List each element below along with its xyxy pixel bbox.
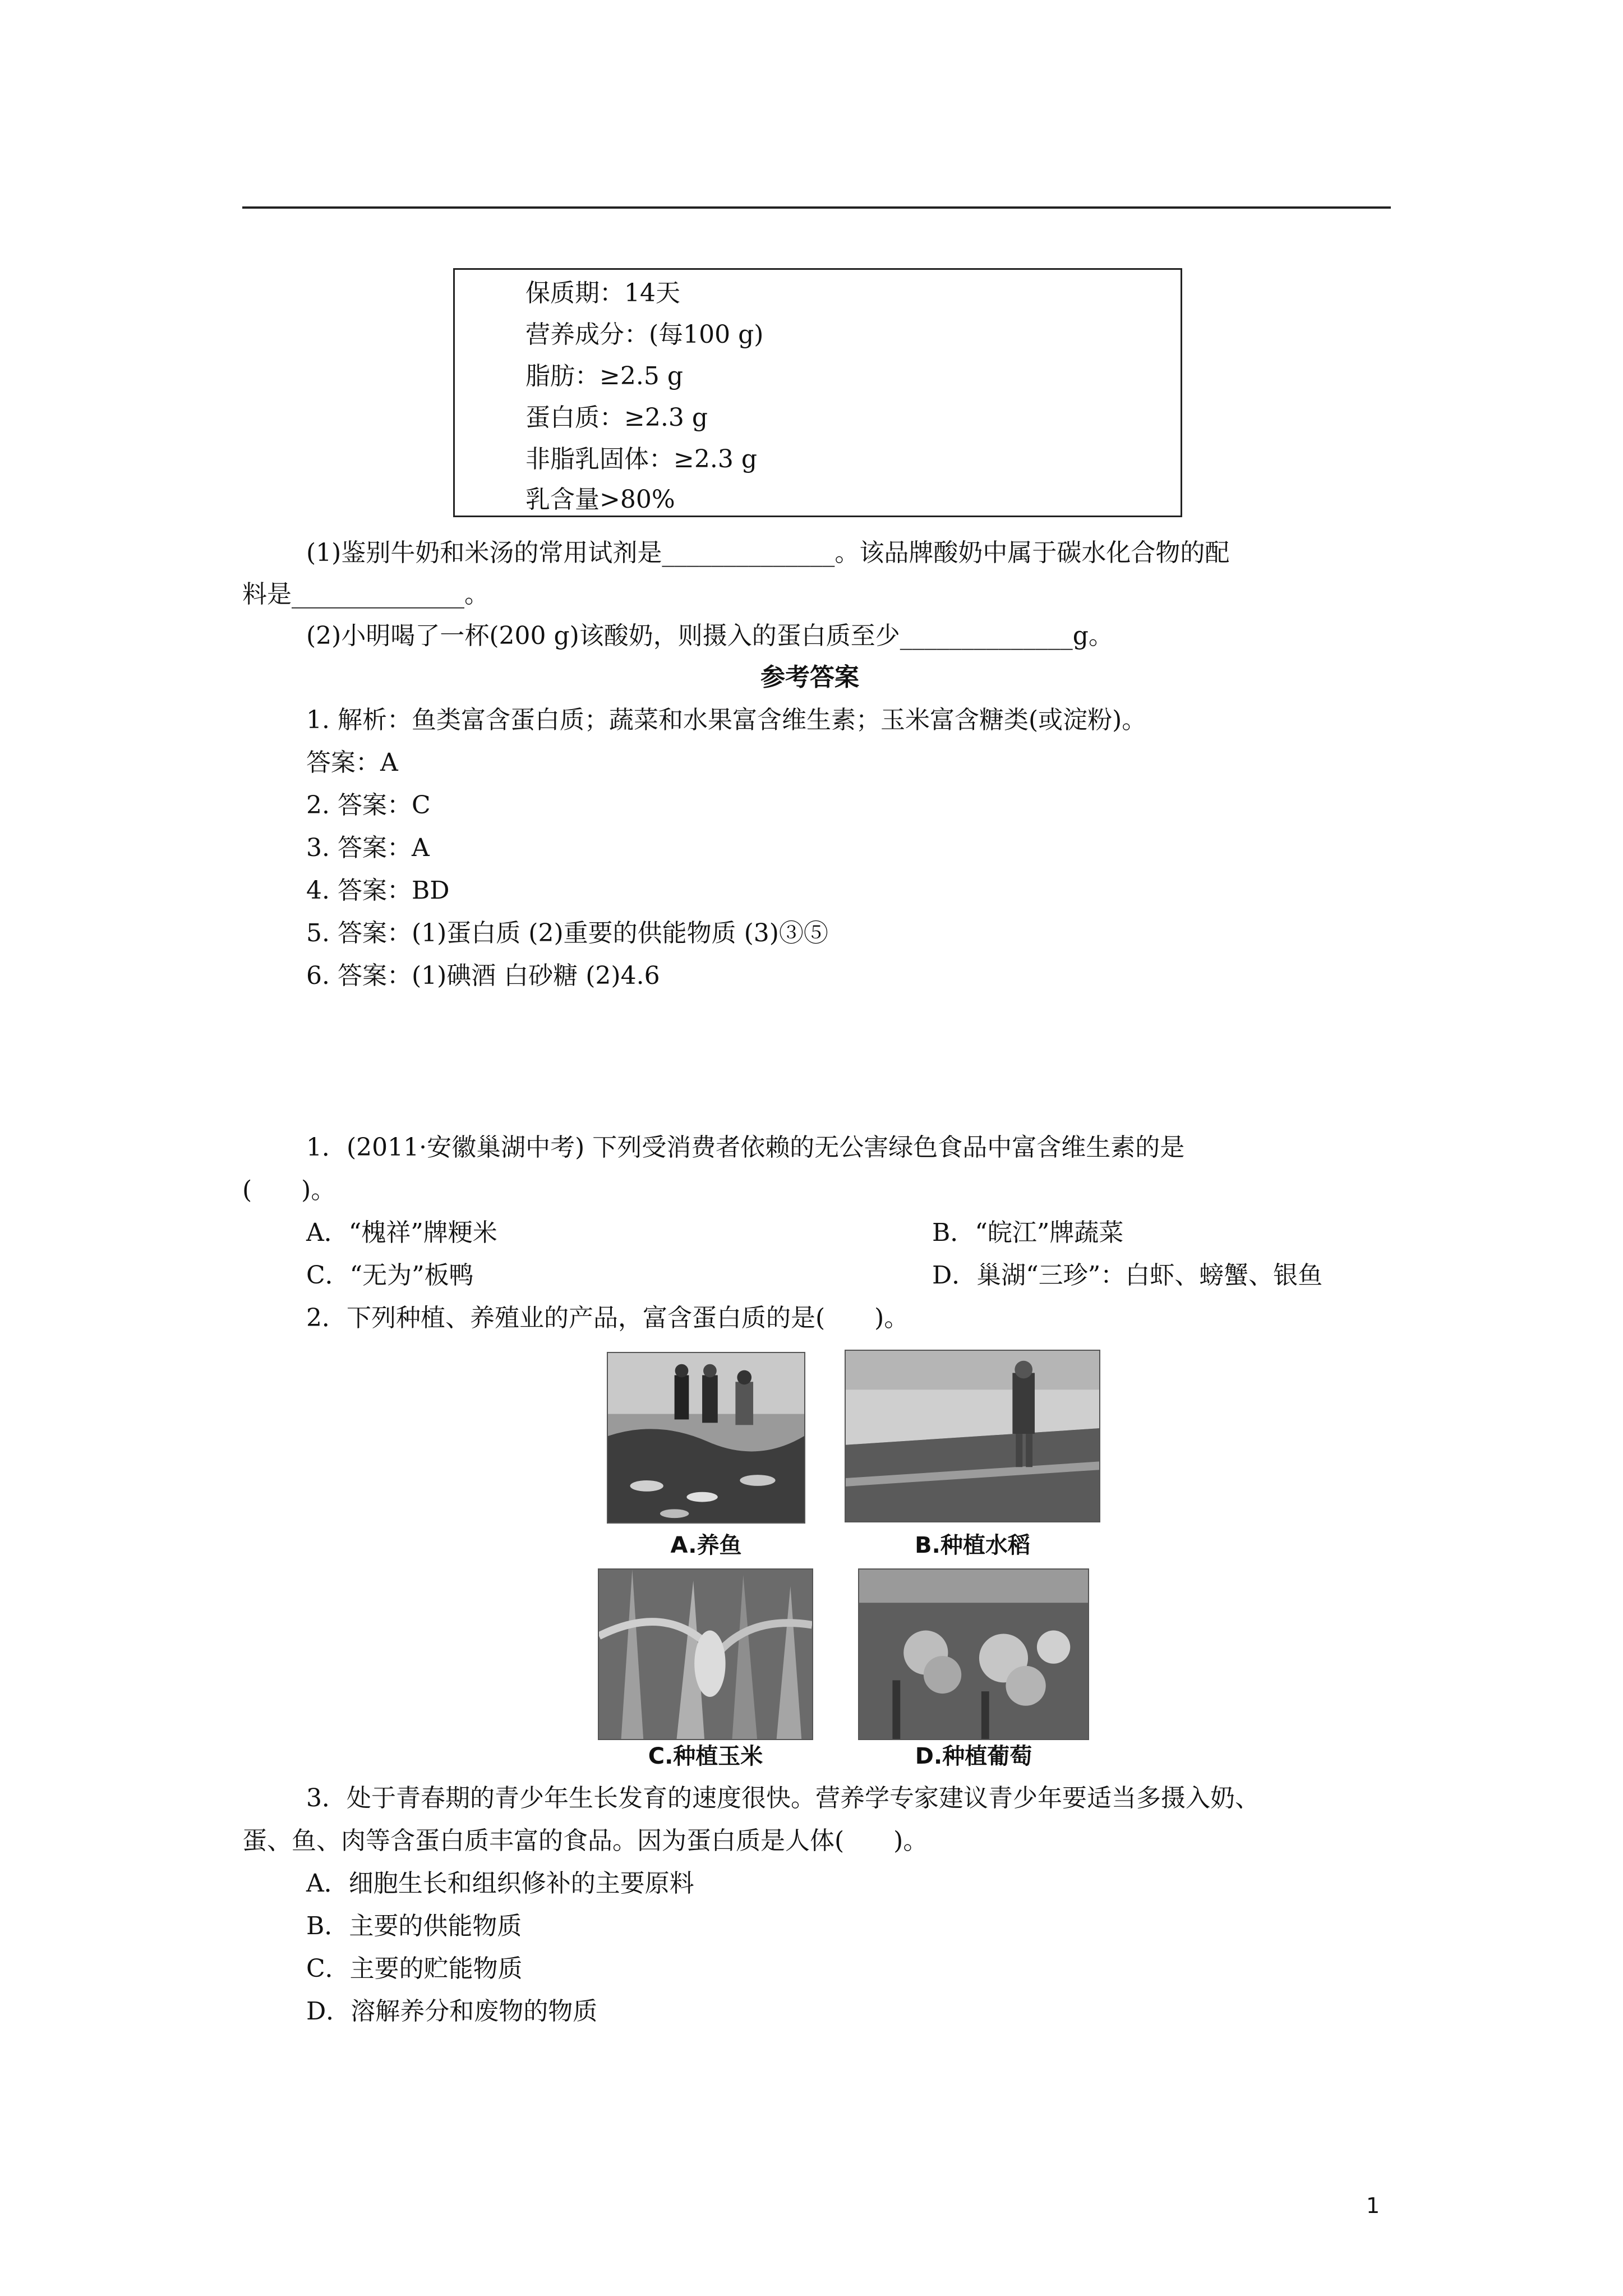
exercise-line: 1．(2011·安徽巢湖中考) 下列受消费者依赖的无公害绿色食品中富含维生素的是: [306, 1133, 1185, 1162]
option-a: A．细胞生长和组织修补的主要原料: [306, 1869, 694, 1898]
grapes-photo: [858, 1568, 1089, 1740]
option-d: D．溶解养分和废物的物质: [306, 1997, 598, 2026]
label-line: 乳含量>80%: [525, 485, 675, 514]
option-d: D．巢湖“三珍”：白虾、螃蟹、银鱼: [932, 1261, 1323, 1290]
rice-planting-photo: [845, 1350, 1100, 1522]
nutrition-label-box: [453, 268, 1182, 517]
fish-farming-photo: [607, 1352, 805, 1524]
answers-title: 参考答案: [760, 663, 859, 692]
exercise-line: 2．下列种植、养殖业的产品，富含蛋白质的是( )。: [306, 1304, 909, 1332]
option-c: C．主要的贮能物质: [306, 1954, 523, 1983]
exercise-line: 蛋、鱼、肉等含蛋白质丰富的食品。因为蛋白质是人体( )。: [242, 1826, 928, 1855]
exercise-line: ( )。: [242, 1176, 336, 1204]
label-line: 非脂乳固体：≥2.3 g: [525, 445, 757, 473]
corn-photo: [598, 1568, 813, 1740]
answer-line: 1. 解析：鱼类富含蛋白质；蔬菜和水果富含维生素；玉米富含糖类(或淀粉)。: [306, 706, 1147, 734]
page-number: 1: [1366, 2193, 1380, 2218]
question-line: (2)小明喝了一杯(200 g)该酸奶，则摄入的蛋白质至少______________g。: [306, 622, 1113, 650]
option-a: A．“槐祥”牌粳米: [306, 1218, 497, 1247]
caption-a: A.养鱼: [670, 1533, 742, 1558]
answer-line: 6. 答案：(1)碘酒 白砂糖 (2)4.6: [306, 961, 660, 990]
caption-c: C.种植玉米: [648, 1743, 763, 1769]
header-rule: [242, 206, 1391, 209]
option-c: C．“无为”板鸭: [306, 1261, 474, 1290]
answer-line: 4. 答案：BD: [306, 876, 450, 905]
caption-b: B.种植水稻: [915, 1533, 1030, 1558]
option-b: B．主要的供能物质: [306, 1912, 522, 1940]
answer-line: 5. 答案：(1)蛋白质 (2)重要的供能物质 (3)③⑤: [306, 919, 828, 947]
answer-line: 答案：A: [306, 748, 398, 777]
caption-d: D.种植葡萄: [915, 1743, 1032, 1769]
question-line: 料是______________。: [242, 580, 489, 609]
label-line: 保质期：14天: [525, 279, 680, 307]
question-line: (1)鉴别牛奶和米汤的常用试剂是______________。该品牌酸奶中属于碳水化合物的配: [306, 539, 1230, 567]
label-line: 脂肪：≥2.5 g: [525, 362, 683, 390]
answer-line: 2. 答案：C: [306, 791, 431, 820]
option-b: B．“皖江”牌蔬菜: [932, 1218, 1124, 1247]
label-line: 营养成分：(每100 g): [525, 320, 764, 349]
answer-line: 3. 答案：A: [306, 834, 430, 862]
exercise-line: 3．处于青春期的青少年生长发育的速度很快。营养学专家建议青少年要适当多摄入奶、: [306, 1784, 1260, 1812]
label-line: 蛋白质：≥2.3 g: [525, 403, 708, 432]
